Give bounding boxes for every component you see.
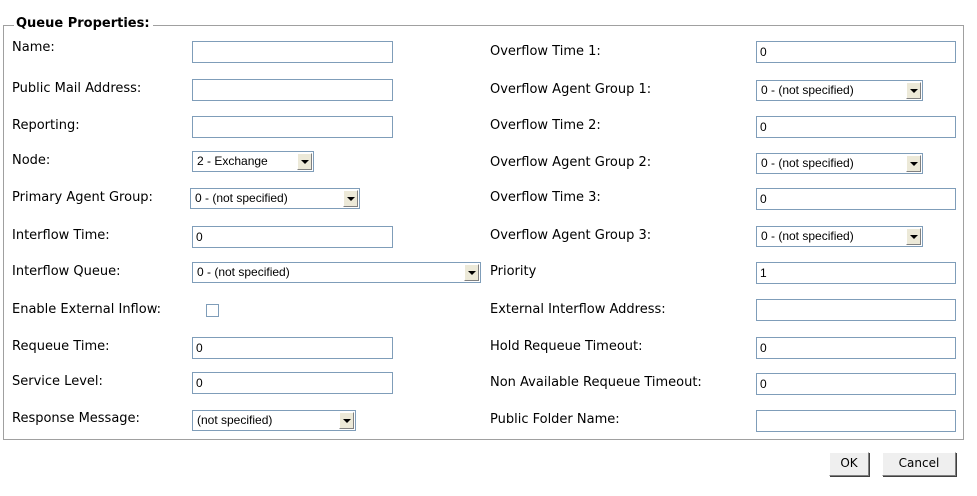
interflow-queue-select-value: 0 - (not specified) — [197, 265, 290, 279]
primary-agent-group-select-value: 0 - (not specified) — [195, 191, 288, 205]
response-message-select[interactable] — [192, 410, 356, 431]
response-message-label: Response Message: — [12, 411, 140, 426]
ok-button[interactable]: OK — [829, 452, 869, 476]
name-input[interactable] — [192, 41, 393, 63]
chevron-down-icon[interactable] — [343, 190, 358, 207]
overflow-time-2-input[interactable] — [756, 116, 956, 138]
node-select-value: 2 - Exchange — [197, 154, 268, 168]
overflow-agent-group-1-select[interactable] — [756, 80, 923, 101]
overflow-time-1-input[interactable] — [756, 41, 956, 63]
overflow-agent-group-2-select-value: 0 - (not specified) — [761, 156, 854, 170]
primary-agent-group-select[interactable] — [190, 188, 360, 209]
overflow-time-3-label: Overflow Time 3: — [490, 190, 601, 205]
public-mail-address-label: Public Mail Address: — [12, 81, 142, 96]
node-select[interactable] — [192, 151, 314, 172]
primary-agent-group-label: Primary Agent Group: — [12, 190, 153, 205]
overflow-agent-group-3-select-value: 0 - (not specified) — [761, 229, 854, 243]
queue-properties-legend: Queue Properties: — [14, 15, 153, 33]
priority-label: Priority — [490, 264, 537, 279]
public-mail-address-input[interactable] — [192, 79, 393, 101]
overflow-agent-group-3-select[interactable] — [756, 226, 923, 247]
interflow-queue-label: Interflow Queue: — [12, 264, 121, 279]
name-label: Name: — [12, 40, 55, 55]
service-level-label: Service Level: — [12, 374, 103, 389]
external-interflow-address-input[interactable] — [756, 299, 956, 321]
overflow-time-1-label: Overflow Time 1: — [490, 44, 601, 59]
public-folder-name-label: Public Folder Name: — [490, 412, 620, 427]
non-available-requeue-timeout-input[interactable] — [756, 373, 956, 395]
service-level-input[interactable] — [192, 372, 393, 394]
cancel-button[interactable]: Cancel — [882, 452, 956, 476]
chevron-down-icon[interactable] — [906, 82, 921, 99]
requeue-time-input[interactable] — [192, 337, 393, 359]
interflow-time-input[interactable] — [192, 226, 393, 248]
overflow-time-2-label: Overflow Time 2: — [490, 118, 601, 133]
reporting-label: Reporting: — [12, 118, 80, 133]
overflow-agent-group-3-label: Overflow Agent Group 3: — [490, 228, 652, 243]
hold-requeue-timeout-label: Hold Requeue Timeout: — [490, 339, 643, 354]
node-label: Node: — [12, 153, 51, 168]
chevron-down-icon[interactable] — [464, 264, 479, 281]
chevron-down-icon[interactable] — [906, 228, 921, 245]
overflow-agent-group-2-select[interactable] — [756, 153, 923, 174]
response-message-select-value: (not specified) — [197, 413, 273, 427]
external-interflow-address-label: External Interflow Address: — [490, 302, 666, 317]
priority-input[interactable] — [756, 262, 956, 284]
interflow-queue-select[interactable] — [192, 262, 481, 283]
overflow-time-3-input[interactable] — [756, 188, 956, 210]
enable-external-inflow-checkbox[interactable] — [206, 304, 219, 317]
public-folder-name-input[interactable] — [756, 410, 956, 432]
enable-external-inflow-label: Enable External Inflow: — [12, 302, 161, 317]
non-available-requeue-timeout-label: Non Available Requeue Timeout: — [490, 375, 702, 390]
overflow-agent-group-1-select-value: 0 - (not specified) — [761, 83, 854, 97]
interflow-time-label: Interflow Time: — [12, 228, 110, 243]
chevron-down-icon[interactable] — [297, 153, 312, 170]
reporting-input[interactable] — [192, 116, 393, 138]
overflow-agent-group-1-label: Overflow Agent Group 1: — [490, 82, 652, 97]
chevron-down-icon[interactable] — [339, 412, 354, 429]
requeue-time-label: Requeue Time: — [12, 339, 110, 354]
overflow-agent-group-2-label: Overflow Agent Group 2: — [490, 155, 652, 170]
hold-requeue-timeout-input[interactable] — [756, 337, 956, 359]
chevron-down-icon[interactable] — [906, 155, 921, 172]
